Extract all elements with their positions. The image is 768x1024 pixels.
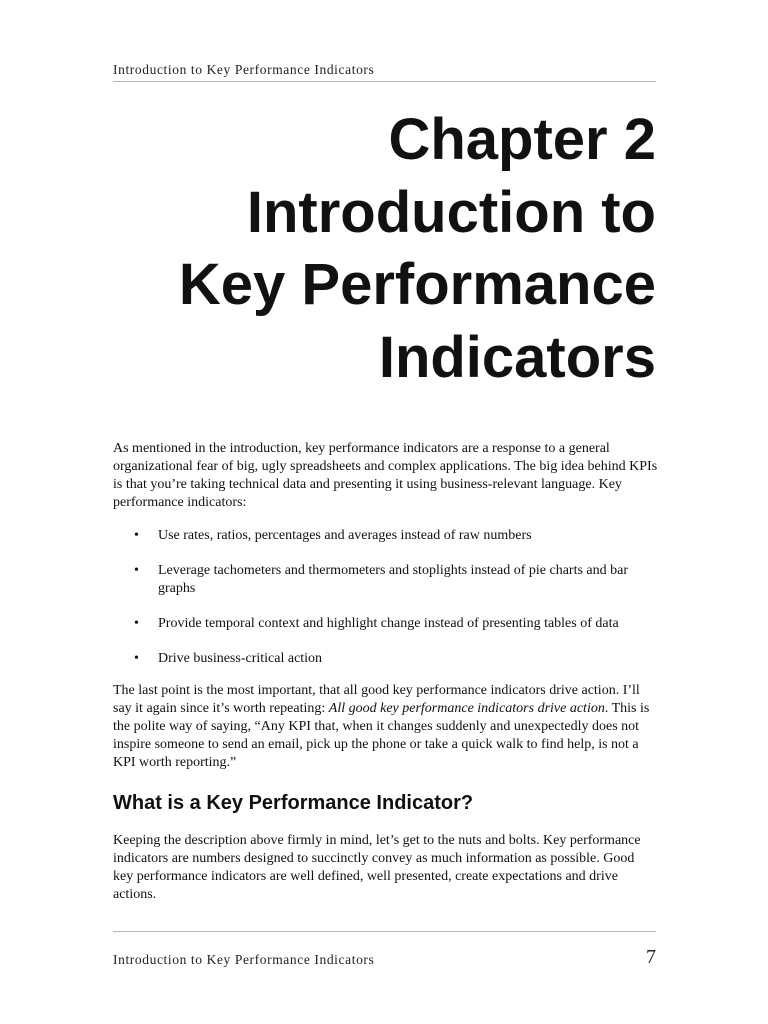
bullet-icon: • xyxy=(134,528,139,543)
chapter-title-line: Introduction to xyxy=(246,179,656,245)
page-number: 7 xyxy=(646,946,656,968)
list-item-text: Drive business-critical action xyxy=(158,651,323,666)
running-header: Introduction to Key Performance Indicators xyxy=(113,62,375,77)
list-item-text: Leverage tachometers and thermometers and stoplights instead of pie charts and bar graphs xyxy=(158,563,628,596)
header-rule xyxy=(113,81,656,82)
kpi-traits-list xyxy=(113,527,658,685)
bullet-icon: • xyxy=(134,651,139,666)
list-item xyxy=(113,527,658,545)
list-item-text: Provide temporal context and highlight change instead of presenting tables of data xyxy=(158,616,619,631)
running-footer: Introduction to Key Performance Indicators xyxy=(113,952,375,967)
list-item xyxy=(113,562,658,598)
last-point-paragraph xyxy=(113,682,658,772)
section-heading: What is a Key Performance Indicator? xyxy=(113,792,474,814)
list-item xyxy=(113,650,658,668)
last-point-emphasis: All good key performance indicators drive action xyxy=(328,701,605,716)
intro-paragraph: As mentioned in the introduction, key performance indicators are a response to a general organizational fear of big, ugly spreadsheets and complex applications. The big idea behind KPIs is that you’re taking technical data and presenting it using business-relevant language. Key performance indicators: xyxy=(113,441,658,510)
chapter-title-line: Key Performance xyxy=(178,252,656,317)
list-item-text: Use rates, ratios, percentages and averages instead of raw numbers xyxy=(158,528,532,543)
bullet-icon: • xyxy=(134,563,139,578)
footer-rule xyxy=(113,931,656,932)
section-paragraph: Keeping the description above firmly in mind, let’s get to the nuts and bolts. Key performance indicators are numbers designed to succinctly convey as much information as possible. Good key performance indicators are well defined, well presented, create expectations and drive actions. xyxy=(113,833,641,902)
chapter-title xyxy=(96,104,656,394)
chapter-title-line: Chapter 2 xyxy=(388,107,656,172)
chapter-title-line: Indicators xyxy=(378,324,656,390)
last-point-text-start: The last point is the most important, that all good key performance indicators drive action. I’ll say it again since it’s worth repeating: xyxy=(113,683,640,716)
bullet-icon: • xyxy=(134,616,139,631)
list-item xyxy=(113,615,658,633)
last-point-text-end: . This is the polite way of saying, “Any KPI that, when it changes suddenly and unexpectedly does not inspire someone to send an email, pick up the phone or take a quick walk to find help, is not a KPI worth reporting.” xyxy=(113,701,650,770)
